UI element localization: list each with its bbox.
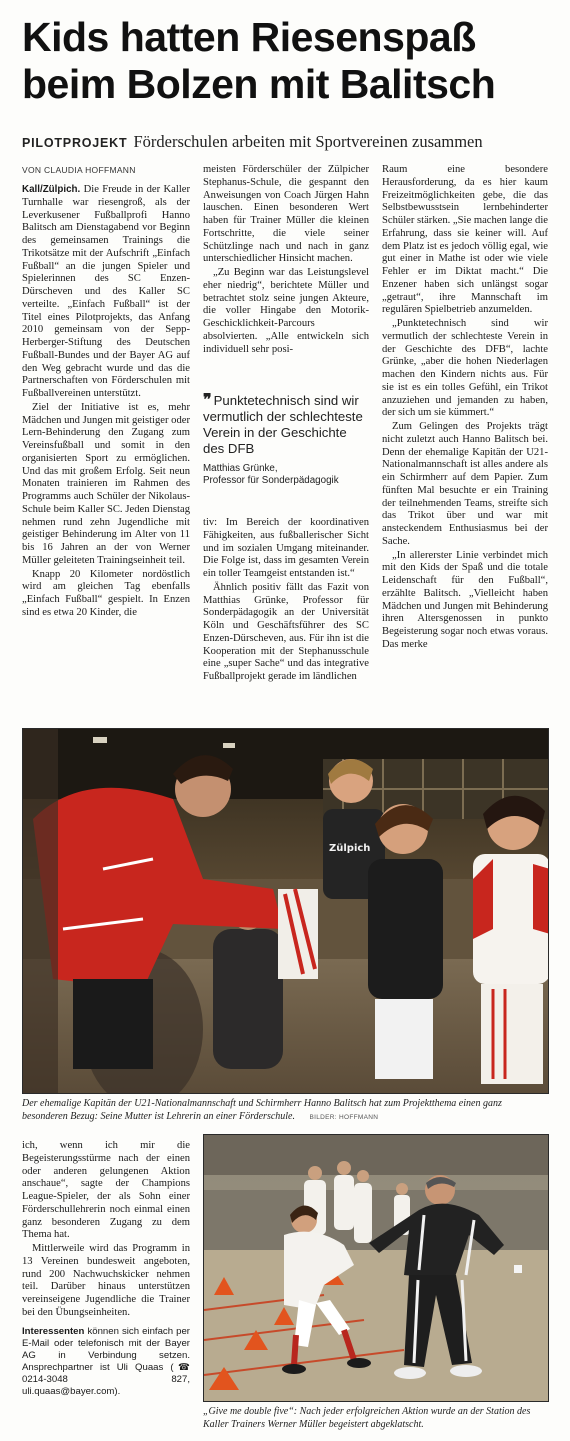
caption-text: Der ehemalige Kapitän der U21-Nationalmannschaft und Schirmherr Hanno Balitsch hat zum Projektthema einen ganz besonderen Bezug: Seine Mutter ist Lehrerin an einer Förderschule. (22, 1098, 502, 1122)
contact-text: können sich einfach per E-Mail oder telefonisch mit der Bayer AG in Verbindung setzen. Ansprechpartner ist Uli Quaas (☎ 0214-3048 827, uli.quaas@bayer.com). (22, 1325, 190, 1397)
kicker: PILOTPROJEKT (22, 136, 128, 150)
second-photo-caption: „Give me double five“: Nach jeder erfolgreichen Aktion wurde an der Station des Kaller Trainers Werner Müller begeistert abgeklatscht. (203, 1406, 531, 1430)
paragraph: Knapp 20 Kilometer nordöstlich wird am gleichen Tag ebenfalls „Einfach Fußball“ gespielt. In Enzen sind es etwa 20 Kinder, die (22, 568, 190, 618)
paragraph: Mittlerweile wird das Programm in 13 Vereinen bundesweit angeboten, rund 200 Nachwuchskicker nehmen teil. Darüber hinaus unterstützen vereinseigene Jugendliche die Trainer bei den Übungseinheiten. (22, 1243, 190, 1318)
paragraph: Ähnlich positiv fällt das Fazit von Matthias Grünke, Professor für Sonderpädagogik an der Universität Köln und Geschäftsführer des SC Enzen-Dürscheven, aus. Für ihn ist die Kooperation mit der Stephanusschule eine „super Sache“ und das integrative Fußballprojekt gerade im ländlichen (203, 581, 369, 682)
paragraph (22, 184, 190, 401)
subheadline (22, 132, 562, 153)
headline-line-1: Kids hatten Riesenspaß (22, 14, 476, 60)
paragraph: Ziel der Initiative ist es, mehr Mädchen und Jungen mit geistiger oder Lern-Behinderung den Zugang zum Vereinsfußball und somit in den organisierten Sport zu ermöglichen. Und das mit großem Erfolg. Seit neun Monaten trainieren im Rahmen des Programms auch Schüler der Nikolaus-Schule beim Kaller SC. Jeden Dienstag nehmen rund zehn Jugendliche mit geistiger Behinderung im Alter von 11 bis 16 Jahren an der von Werner Müller geleiteten Trainingseinheit teil. (22, 401, 190, 566)
contact-info (22, 1326, 190, 1398)
quote-source-title: Professor für Sonderpädagogik (203, 475, 339, 486)
paragraph: Zum Gelingen des Projekts trägt nicht zuletzt auch Hanno Balitsch bei. Denn der ehemalige Kapitän der U21-Nationalmannschaft ist alles andere als ein Schirmherr auf dem Papier. Zum fünften Mal besuchte er ein Training der teilnehmenden Teams, streifte sich das Trikot über und war mit ansteckendem Enthusiasmus bei der Sache. (382, 421, 548, 547)
pull-quote-text: ❞ Punktetechnisch sind wir vermutlich der schlechteste Verein in der Geschichte des DFB (203, 392, 363, 456)
paragraph: „Zu Beginn war das Leistungslevel eher niedrig“, berichtete Müller und betrachtet stolz seine jungen Akteure, die voller Hingabe den Motorik-Geschicklichkeit-Parcours absolvierten. „Alle entwickeln sich individuell sehr posi- (203, 267, 369, 355)
headline (22, 14, 562, 108)
dateline: Kall/Zülpich. (22, 184, 81, 195)
quote-mark-icon: ❞ (203, 392, 212, 409)
quote-source-name: Matthias Grünke, (203, 463, 278, 474)
main-photo-caption (22, 1098, 549, 1124)
paragraph: meisten Förderschüler der Zülpicher Stephanus-Schule, die gespannt den Anweisungen von Coach Jürgen Hahn lauschen. Einen besonderen Wert haben für Trainer Müller die kleinen Fortschritte, die viele seiner Schützlinge nach und nach in ganz unterschiedlicher Hinsicht machen. (203, 164, 369, 265)
article-column-bottom (22, 1140, 190, 1430)
contact-label: Interessenten (22, 1325, 85, 1337)
paragraph: „Punktetechnisch sind wir vermutlich der schlechteste Verein in der Geschichte des DFB“, lachte Grünke, „aber die hohen Niederlagen machen den Kindern nichts aus. Für sie ist es ein tolles Gefühl, ein Trikot anzuziehen und jemanden zu haben, der sich um sie kümmert.“ (382, 318, 548, 419)
headline-line-2: beim Bolzen mit Balitsch (22, 61, 496, 107)
paragraph: ich, wenn ich mir die Begeisterungsstürme nach der einen oder anderen gelungenen Aktion anschaue“, sagte der Champions League-Spieler, der als Sohn einer Förderschullehrerin noch einmal einen ganz besonderen Zugang zu dem Thema hat. (22, 1140, 190, 1241)
second-photo (203, 1134, 549, 1402)
paragraph: tiv: Im Bereich der koordinativen Fähigkeiten, aus fußballerischer Sicht und im sozialen Umgang miteinander. Die Folge ist, dass im gesamten Verein ein toller Teamgeist entstanden ist.“ (203, 517, 369, 579)
article-column-1 (22, 184, 190, 728)
main-photo-image (23, 729, 549, 1094)
pull-quote (203, 393, 369, 487)
article-column-2-bottom (203, 517, 369, 728)
paragraph: „In allererster Linie verbindet mich mit den Kids der Spaß und die totale Leidenschaft für den Fußball“, erzählte Balitsch. „Vielleicht haben Mädchen und Jungen mit Behinderung ihren Altersgenossen in punkto Begeisterung sogar noch etwas voraus. Das merke (382, 549, 548, 650)
photo-credit: BILDER: HOFFMANN (309, 1113, 379, 1121)
shirt-text: Zülpich (329, 843, 371, 854)
subheadline-text: Förderschulen arbeiten mit Sportvereinen zusammen (133, 132, 483, 151)
article-column-3 (382, 164, 548, 728)
paragraph-text: Die Freude in der Kaller Turnhalle war riesengroß, als der Leverkusener Fußballprofi Hanno Balitsch am Dienstagabend vor Beginn des gemeinsamen Trainings die Trikotsätze mit der Aufschrift „Einfach Fußball“ an die jungen Spieler und Spielerinnen des SC Enzen-Dürscheven und des Kaller SC verteilte. „Einfach Fußball“ ist der Titel eines Pilotprojekts, das Anfang 2010 gemeinsam von der Sepp-Herberger-Stiftung des Deutschen Fußball-Bundes und der Bayer AG auf den Weg gebracht wurde und das die Partnerschaften von Förderschulen mit Fußballvereinen unterstützt. (22, 184, 190, 399)
main-photo (22, 728, 549, 1094)
paragraph: Raum eine besondere Herausforderung, da es hier kaum Freizeitmöglichkeiten gebe, die das Selbstbewusstsein lernbehinderter Schüler stärken. „Sie machen lange die Erfahrung, dass sie keiner will. Auf dem Platz ist es jedoch völlig egal, wie gut einer in Mathe ist oder wie viele Fehler er im Diktat macht.“ Die Enzener haben sich unlängst sogar „getraut“, ihre Mannschaft im regulären Spielbetrieb anzumelden. (382, 164, 548, 316)
second-photo-image (204, 1135, 549, 1402)
byline: VON CLAUDIA HOFFMANN (22, 165, 136, 175)
pull-quote-source (203, 463, 369, 487)
article-column-2-top (203, 164, 369, 392)
